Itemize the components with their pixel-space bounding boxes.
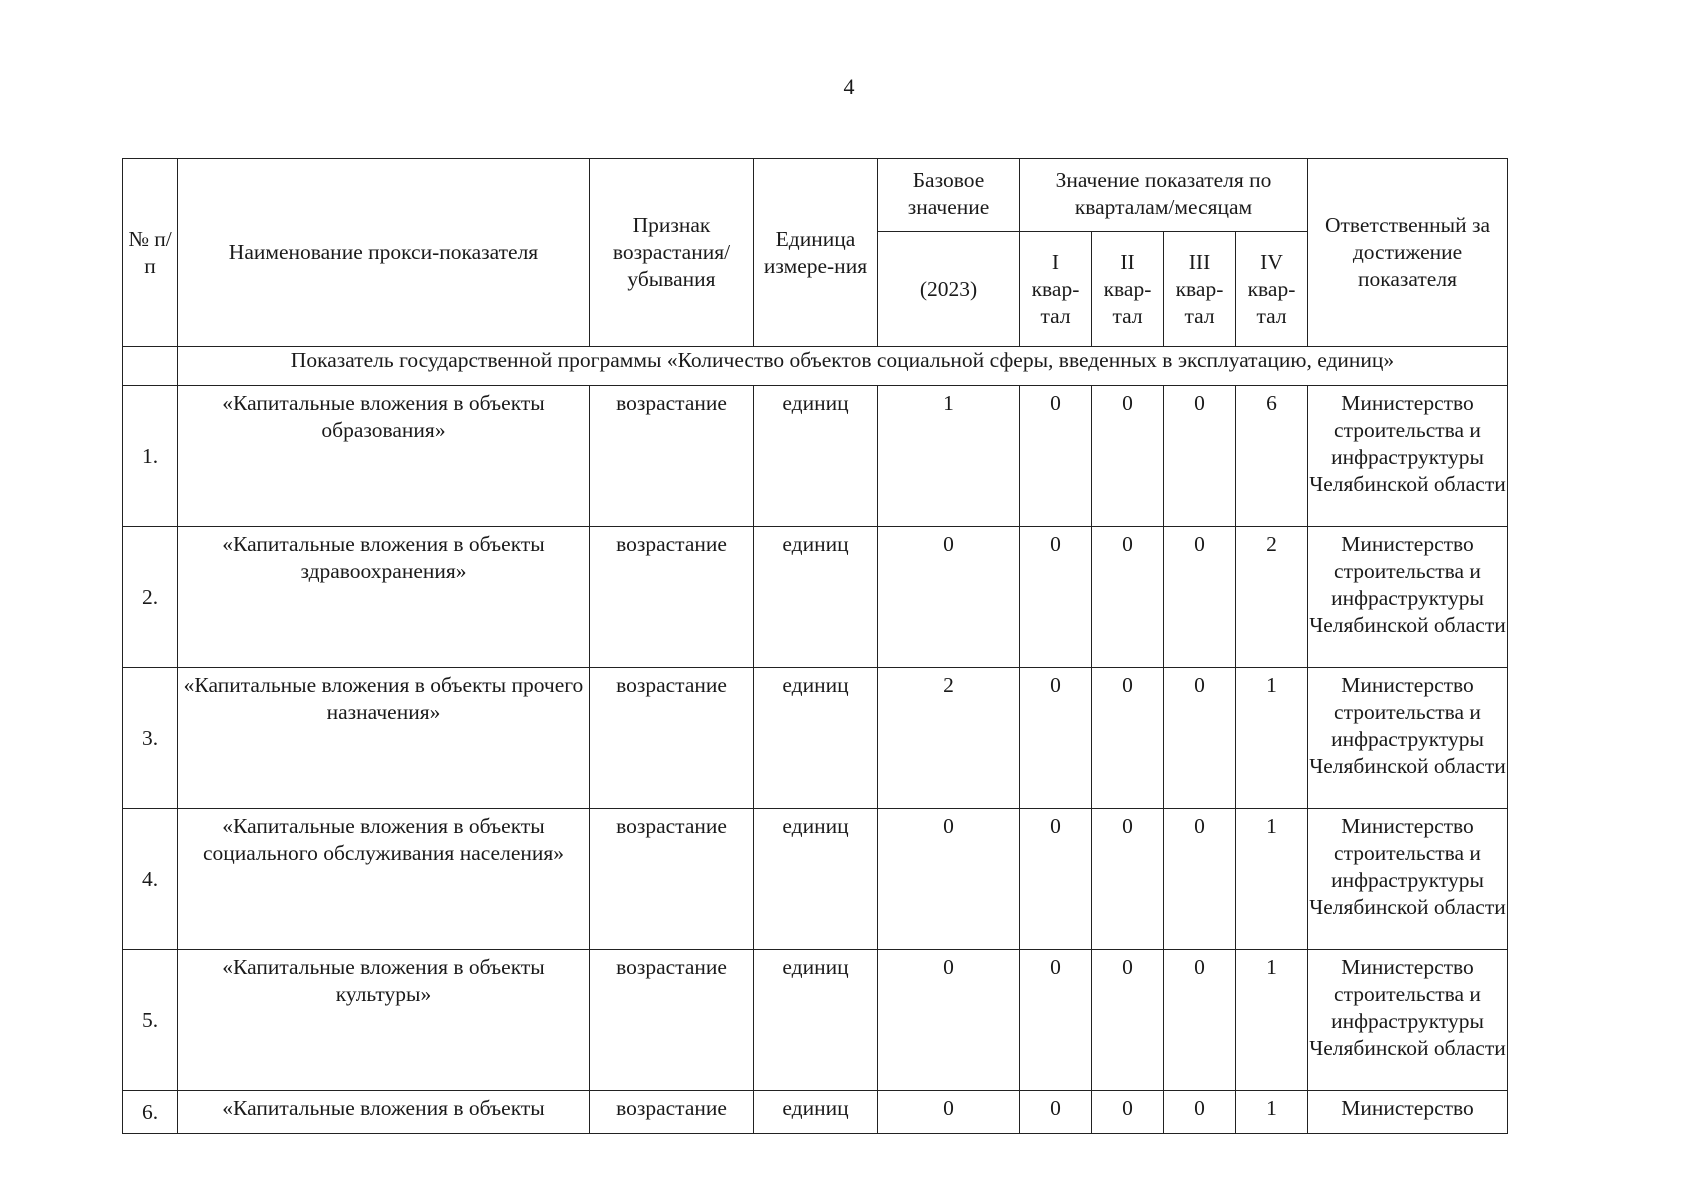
header-base-year: (2023) (878, 232, 1020, 347)
row-q1: 0 (1020, 527, 1092, 668)
row-unit: единиц (754, 527, 878, 668)
row-trend: возрастание (590, 950, 754, 1091)
row-responsible: Министерство (1308, 1091, 1508, 1134)
row-q3: 0 (1164, 809, 1236, 950)
quarter-4-roman: IV (1260, 249, 1283, 274)
row-trend: возрастание (590, 386, 754, 527)
row-q2: 0 (1092, 668, 1164, 809)
row-q4: 1 (1236, 1091, 1308, 1134)
quarter-3-word: квар-тал (1175, 276, 1224, 328)
row-name: «Капитальные вложения в объекты здравоохранения» (178, 527, 590, 668)
row-q4: 2 (1236, 527, 1308, 668)
row-q3: 0 (1164, 668, 1236, 809)
row-trend: возрастание (590, 809, 754, 950)
header-unit: Единица измере-ния (754, 159, 878, 347)
header-quarter-2 (1092, 232, 1164, 347)
row-base-value: 0 (878, 950, 1020, 1091)
row-q2: 0 (1092, 809, 1164, 950)
row-q2: 0 (1092, 950, 1164, 1091)
row-base-value: 0 (878, 1091, 1020, 1134)
row-unit: единиц (754, 1091, 878, 1134)
row-unit: единиц (754, 668, 878, 809)
row-name: «Капитальные вложения в объекты социального обслуживания населения» (178, 809, 590, 950)
section-num-cell (123, 347, 178, 386)
row-responsible: Министерство строительства и инфраструктуры Челябинской области (1308, 386, 1508, 527)
row-q3: 0 (1164, 386, 1236, 527)
row-base-value: 0 (878, 809, 1020, 950)
header-responsible: Ответственный за достижение показателя (1308, 159, 1508, 347)
row-q4: 1 (1236, 950, 1308, 1091)
row-q2: 0 (1092, 1091, 1164, 1134)
section-row (123, 347, 1508, 386)
row-name: «Капитальные вложения в объекты прочего назначения» (178, 668, 590, 809)
row-name: «Капитальные вложения в объекты культуры» (178, 950, 590, 1091)
row-num: 3. (123, 668, 178, 809)
row-q2: 0 (1092, 527, 1164, 668)
indicators-table (122, 158, 1508, 1134)
table-row (123, 386, 1508, 527)
row-num: 2. (123, 527, 178, 668)
row-base-value: 2 (878, 668, 1020, 809)
row-name: «Капитальные вложения в объекты (178, 1091, 590, 1134)
header-quarter-3 (1164, 232, 1236, 347)
row-q2: 0 (1092, 386, 1164, 527)
row-q3: 0 (1164, 1091, 1236, 1134)
row-unit: единиц (754, 386, 878, 527)
table-row (123, 668, 1508, 809)
header-trend: Признак возрастания/ убывания (590, 159, 754, 347)
row-name: «Капитальные вложения в объекты образования» (178, 386, 590, 527)
header-row-top (123, 159, 1508, 232)
row-num: 4. (123, 809, 178, 950)
row-responsible: Министерство строительства и инфраструктуры Челябинской области (1308, 950, 1508, 1091)
header-base-value: Базовое значение (878, 159, 1020, 232)
table-row (123, 809, 1508, 950)
row-trend: возрастание (590, 668, 754, 809)
row-responsible: Министерство строительства и инфраструктуры Челябинской области (1308, 809, 1508, 950)
row-responsible: Министерство строительства и инфраструктуры Челябинской области (1308, 527, 1508, 668)
quarter-4-word: квар-тал (1247, 276, 1296, 328)
row-q3: 0 (1164, 527, 1236, 668)
data-rows (123, 386, 1508, 1134)
header-quarters-group: Значение показателя по кварталам/месяцам (1020, 159, 1308, 232)
table-row (123, 1091, 1508, 1134)
table-row (123, 527, 1508, 668)
quarter-2-word: квар-тал (1103, 276, 1152, 328)
row-num: 5. (123, 950, 178, 1091)
row-unit: единиц (754, 809, 878, 950)
header-quarter-4 (1236, 232, 1308, 347)
row-trend: возрастание (590, 527, 754, 668)
row-q4: 1 (1236, 668, 1308, 809)
row-responsible: Министерство строительства и инфраструктуры Челябинской области (1308, 668, 1508, 809)
row-q4: 1 (1236, 809, 1308, 950)
row-q4: 6 (1236, 386, 1308, 527)
row-q3: 0 (1164, 950, 1236, 1091)
row-base-value: 1 (878, 386, 1020, 527)
row-unit: единиц (754, 950, 878, 1091)
quarter-3-roman: III (1188, 249, 1211, 274)
row-q1: 0 (1020, 1091, 1092, 1134)
row-q1: 0 (1020, 950, 1092, 1091)
page-number: 4 (843, 74, 855, 99)
row-num: 6. (123, 1091, 178, 1134)
header-num: № п/п (123, 159, 178, 347)
quarter-2-roman: II (1120, 249, 1135, 274)
quarter-1-word: квар-тал (1031, 276, 1080, 328)
row-q1: 0 (1020, 668, 1092, 809)
row-q1: 0 (1020, 809, 1092, 950)
row-q1: 0 (1020, 386, 1092, 527)
table-row (123, 950, 1508, 1091)
row-num: 1. (123, 386, 178, 527)
header-quarter-1 (1020, 232, 1092, 347)
header-name: Наименование прокси-показателя (178, 159, 590, 347)
row-base-value: 0 (878, 527, 1020, 668)
section-title: Показатель государственной программы «Количество объектов социальной сферы, введенных в эксплуатацию, единиц» (178, 347, 1508, 386)
row-trend: возрастание (590, 1091, 754, 1134)
quarter-1-roman: I (1051, 249, 1060, 274)
